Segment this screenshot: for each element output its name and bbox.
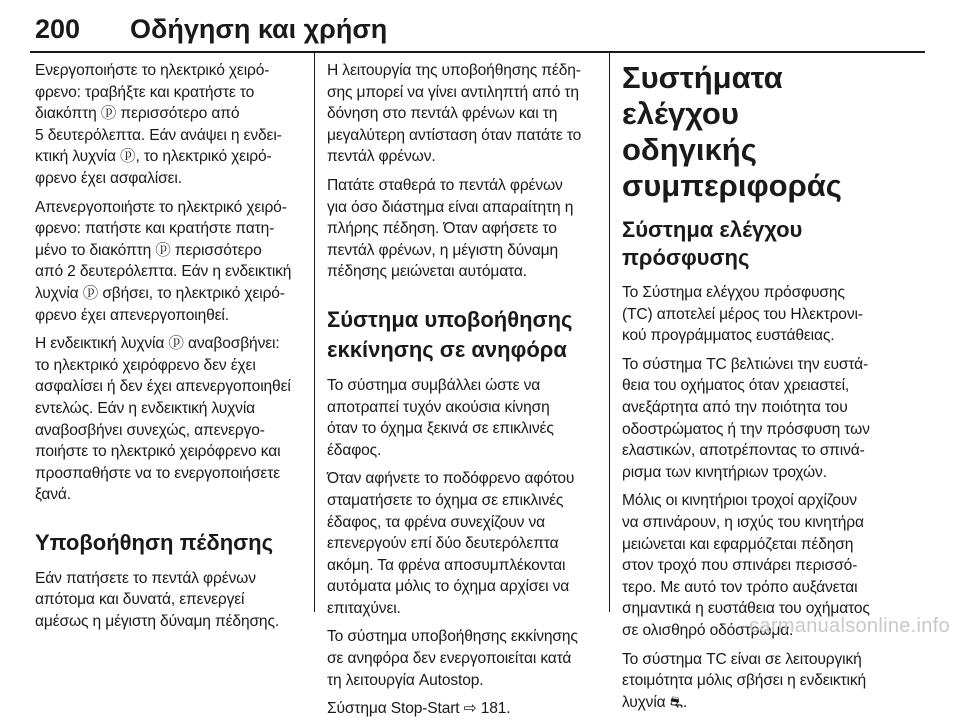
heading-hill-start-assist: Σύστημα υποβοήθησης εκκίνησης σε ανηφόρα	[327, 306, 573, 362]
paragraph-tc-ready: Το σύστημα TC είναι σε λειτουργική ετοιμότητα μόλις σβήσει η ενδεικτική λυχνία ⛐.	[622, 650, 867, 711]
page-header	[30, 0, 930, 52]
header-rule	[30, 51, 925, 53]
paragraph-brake-assist-press: Πατάτε σταθερά το πεντάλ φρένων για όσο διάστημα είναι απαραίτητη η πλήρης πέδηση. Όταν αφήσετε το πεντάλ φρένων, η μέγιστη δύναμη πέδησης μειώνεται αυτόματα.	[327, 176, 574, 281]
paragraph-deactivate-parking-brake: Απενεργοποιήστε το ηλεκτρικό χειρό- φρενο: πατήστε και κρατήστε πατη- μένο το διακόπτη ⓟ περισσότερο από 2 δευτερόλεπτα. Εάν η ενδεικτική λυχνία ⓟ σβήσει, το ηλεκτρικό χειρό- φρενο έχει απενεργοποιηθεί.	[35, 198, 292, 324]
section-title-driving-control-systems: Συστήματα ελέγχου οδηγικής συμπεριφοράς	[622, 60, 842, 203]
chapter-title: Οδήγηση και χρήση	[130, 14, 388, 44]
column-left	[35, 60, 321, 640]
paragraph-tc-intro: Το Σύστημα ελέγχου πρόσφυσης (TC) αποτελεί μέρος του Ηλεκτρονι- κού προγράμματος ευστάθειας.	[622, 284, 863, 345]
paragraph-hill-start-autostop: Το σύστημα υποβοήθησης εκκίνησης σε ανηφόρα δεν ενεργοποιείται κατά τη λειτουργία Autostop.	[327, 628, 578, 689]
column-middle	[327, 60, 613, 727]
paragraph-tc-wheelspin: Μόλις οι κινητήριοι τροχοί αρχίζουν να σπινάρουν, η ισχύς του κινητήρα μειώνεται και εφαρμόζεται πέδηση στον τροχό που σπινάρει περισσό- τερο. Με αυτό τον τρόπο αυξάνεται σημαντικά η ευστάθεια του οχήματος σε ολισθηρό οδόστρωμα.	[622, 492, 870, 639]
heading-brake-assist: Υποβοήθηση πέδησης	[35, 529, 274, 555]
watermark: carmanualsonline.info	[749, 615, 950, 637]
paragraph-activate-parking-brake: Ενεργοποιήστε το ηλεκτρικό χειρό- φρενο: τραβήξτε και κρατήστε το διακόπτη ⓟ περισσότερο από 5 δευτερόλεπτα. Εάν ανάψει η ενδει- κτική λυχνία ⓟ, το ηλεκτρικό χειρό- φρενο έχει ασφαλίσει.	[35, 62, 282, 187]
paragraph-hill-start-intro: Το σύστημα συμβάλλει ώστε να αποτραπεί τυχόν ακούσια κίνηση όταν το όχημα ξεκινά σε επικλινές έδαφος.	[327, 376, 554, 459]
paragraph-brake-assist: Εάν πατήσετε το πεντάλ φρένων απότομα και δυνατά, επενεργεί αμέσως η μέγιστη δύναμη πέδησης.	[35, 569, 280, 631]
paragraph-indicator-flashing: Η ενδεικτική λυχνία ⓟ αναβοσβήνει: το ηλεκτρικό χειρόφρενο δεν έχει ασφαλίσει ή δεν έχει απενεργοποιηθεί εντελώς. Εάν η ενδεικτική λυχνία αναβοσβήνει συνεχώς, απενεργο- ποιήστε το ηλεκτρικό χειρόφρενο και προσπαθήστε να το ενεργοποιήσετε ξανά.	[35, 335, 291, 504]
paragraph-tc-stability: Το σύστημα TC βελτιώνει την ευστά- θεια του οχήματος όταν χρειαστεί, ανεξάρτητα από την ποιότητα του οδοστρώματος ή την πρόσφυση των ελαστικών, αποτρέποντας το σπινά- ρισμα των κινητήριων τροχών.	[622, 355, 870, 481]
heading-traction-control: Σύστημα ελέγχου πρόσφυσης	[622, 217, 803, 270]
page-reference-stop-start[interactable]: Σύστημα Stop-Start ⇨ 181.	[327, 700, 511, 718]
paragraph-hill-start-release: Όταν αφήνετε το ποδόφρενο αφότου σταματήσετε το όχημα σε επικλινές έδαφος, τα φρένα συνεχίζουν να επενεργούν επί δύο δευτερόλεπτα ακόμη. Τα φρένα αποσυμπλέκονται αυτόματα μόλις το όχημα αρχίσει να επιταχύνει.	[327, 470, 575, 617]
page-number: 200	[35, 14, 81, 44]
paragraph-brake-assist-feel: Η λειτουργία της υποβοήθησης πέδη- σης μπορεί να γίνει αντιληπτή από τη δόνηση στο πεντάλ φρένων και τη μεγαλύτερη αντίσταση όταν πατάτε το πεντάλ φρένων.	[327, 62, 582, 166]
